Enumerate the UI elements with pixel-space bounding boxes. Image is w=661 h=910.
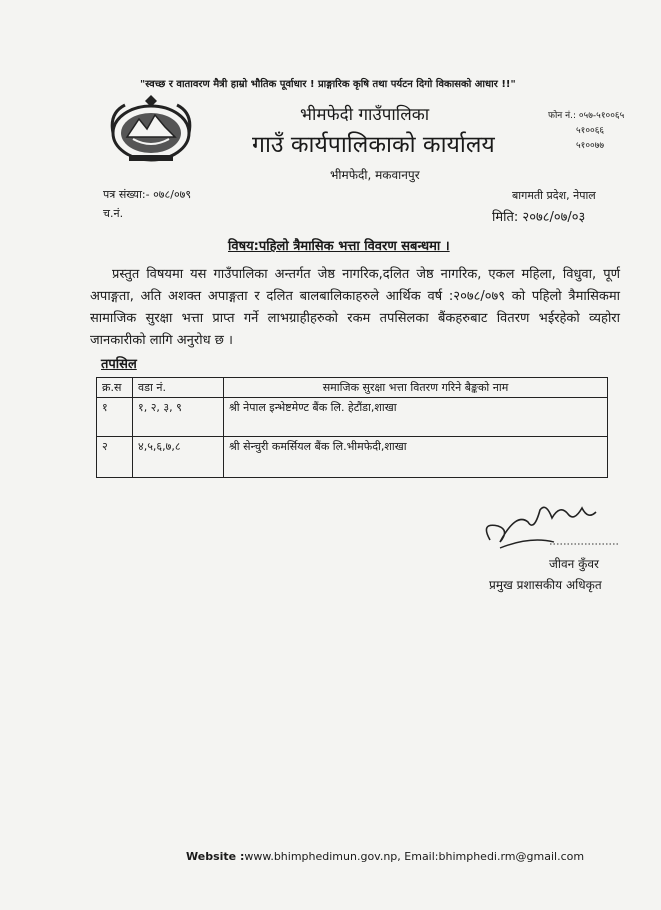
municipality-name: भीमफेदी गाउँपालिका	[300, 105, 430, 125]
phone-primary: फोन नं.: ०५७-५१००६५	[548, 111, 625, 121]
tapsil-heading: तपसिल	[101, 357, 137, 372]
cell-bank: श्री सेन्चुरी कमर्सियल बैंक लि.भीमफेदी,शाखा	[224, 437, 608, 478]
website-label: Website :	[186, 850, 245, 863]
col-ward-header: वडा नं.	[133, 378, 224, 398]
signatory-title: प्रमुख प्रशासकीय अधिकृत	[489, 578, 602, 592]
office-address: भीमफेदी, मकवानपुर	[330, 168, 420, 182]
cell-ward: ४,५,६,७,८	[133, 437, 224, 478]
letter-date: मिति: २०७८/०७/०३	[492, 210, 586, 225]
table-row	[97, 398, 608, 437]
table-row	[97, 437, 608, 478]
dispatch-number: च.नं.	[103, 207, 124, 220]
cell-serial: १	[97, 398, 133, 437]
footer-contact	[186, 850, 584, 863]
slogan: "स्वच्छ र वातावरण मैत्री हाम्रो भौतिक पूर्वाधार ! प्राङ्गारिक कृषि तथा पर्यटन दिगो विकासको आधार !!"	[140, 79, 516, 90]
letter-number: पत्र संख्या:- ०७८/०७९	[103, 188, 192, 201]
nepal-emblem-icon	[105, 93, 197, 163]
signature-scrawl	[470, 492, 620, 552]
bank-distribution-table	[96, 377, 608, 478]
province: बागमती प्रदेश, नेपाल	[512, 189, 596, 202]
email-label: , Email:	[397, 850, 439, 863]
signatory-name: जीवन कुँवर	[549, 557, 599, 571]
letter-body: प्रस्तुत विषयमा यस गाउँपालिका अन्तर्गत जेष्ठ नागरिक,दलित जेष्ठ नागरिक, एकल महिला, विधुवा, पूर्ण अपाङ्गता, अति अशक्त अपाङ्गता र दलित बालबालिकाहरुले आर्थिक वर्ष :२०७८/०७९ को पहिलो त्रैमासिकमा सामाजिक सुरक्षा भत्ता प्राप्त गर्ने लाभग्राहीहरुको रकम तपसिलका बैंकहरुबाट वितरण भईरहेको व्यहोरा जानकारीको लागि अनुरोध छ ।	[90, 267, 620, 348]
col-bank-header: समाजिक सुरक्षा भत्ता वितरण गरिने बैङ्कको नाम	[224, 378, 608, 398]
email-link[interactable]: bhimphedi.rm@gmail.com	[438, 850, 585, 863]
website-link[interactable]: www.bhimphedimun.gov.np	[244, 850, 398, 863]
cell-ward: १, २, ३, ९	[133, 398, 224, 437]
table-header-row	[97, 378, 608, 398]
phone-tertiary: ५१००७७	[576, 141, 605, 151]
office-name: गाउँ कार्यपालिकाको कार्यालय	[252, 132, 495, 158]
phone-secondary: ५१००६६	[576, 126, 605, 136]
cell-serial: २	[97, 437, 133, 478]
subject-line: विषय:पहिलो त्रैमासिक भत्ता विवरण सबन्धमा ।	[228, 239, 450, 254]
cell-bank: श्री नेपाल इन्भेष्टमेण्ट बैंक लि. हेटौंडा,शाखा	[224, 398, 608, 437]
col-serial-header: क्र.स	[97, 378, 133, 398]
phone-numbers	[548, 109, 624, 154]
